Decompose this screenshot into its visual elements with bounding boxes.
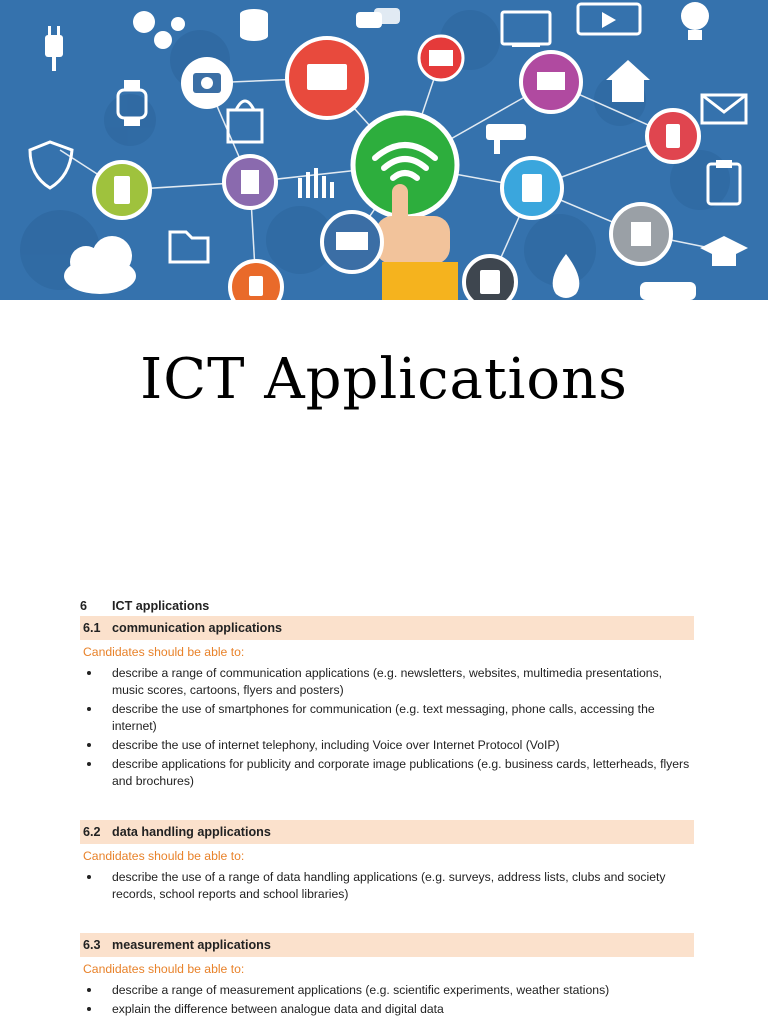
syllabus-excerpt — [80, 596, 694, 1020]
database-icon — [240, 9, 268, 41]
phone-icon — [647, 110, 699, 162]
subsection-title: measurement applications — [112, 938, 271, 952]
phone-icon — [230, 261, 282, 300]
subsection-6-2 — [80, 820, 694, 903]
candidates-lead: Candidates should be able to: — [83, 962, 245, 976]
learning-points — [80, 869, 694, 903]
list-item: explain the difference between analogue data and digital data — [80, 1001, 694, 1018]
calculator-icon — [224, 156, 276, 208]
laptop-icon — [322, 212, 382, 272]
banner-illustration — [0, 0, 768, 300]
learning-points — [80, 665, 694, 790]
car-icon — [640, 282, 696, 300]
subsection-heading — [80, 820, 694, 844]
list-item: describe the use of smartphones for communication (e.g. text messaging, phone calls, accessing the internet) — [80, 701, 694, 735]
subsection-number: 6.3 — [83, 938, 101, 952]
tablet-icon — [502, 158, 562, 218]
section-heading — [80, 596, 694, 616]
subsection-number: 6.2 — [83, 825, 101, 839]
list-item: describe the use of a range of data handling applications (e.g. surveys, address lists, clubs and society records, school reports and school libraries) — [80, 869, 694, 903]
list-item: describe applications for publicity and corporate image publications (e.g. business cards, letterheads, flyers and brochures) — [80, 756, 694, 790]
list-item: describe a range of communication applications (e.g. newsletters, websites, multimedia presentations, music scores, cartoons, flyers and posters) — [80, 665, 694, 699]
section-title: ICT applications — [112, 599, 210, 613]
subsection-title: communication applications — [112, 621, 283, 635]
phone-icon — [94, 162, 150, 218]
camera-icon — [181, 57, 233, 109]
calculator-icon — [611, 204, 671, 264]
subsection-title: data handling applications — [112, 825, 271, 839]
section-number: 6 — [80, 599, 88, 613]
laptop-icon — [521, 52, 581, 112]
subsection-number: 6.1 — [83, 621, 101, 635]
tv-icon — [287, 38, 367, 118]
subsection-heading — [80, 933, 694, 957]
slide-title: ICT Applications — [140, 347, 628, 412]
subsection-6-3 — [80, 933, 694, 1018]
subsection-6-1 — [80, 616, 694, 790]
candidates-lead: Candidates should be able to: — [83, 645, 245, 659]
learning-points — [80, 982, 694, 1018]
subsection-heading — [80, 616, 694, 640]
list-item: describe a range of measurement applications (e.g. scientific experiments, weather stations) — [80, 982, 694, 999]
candidates-lead: Candidates should be able to: — [83, 849, 245, 863]
printer-icon — [419, 36, 463, 80]
list-item: describe the use of internet telephony, including Voice over Internet Protocol (VoIP) — [80, 737, 694, 754]
tablet-icon — [464, 256, 516, 300]
